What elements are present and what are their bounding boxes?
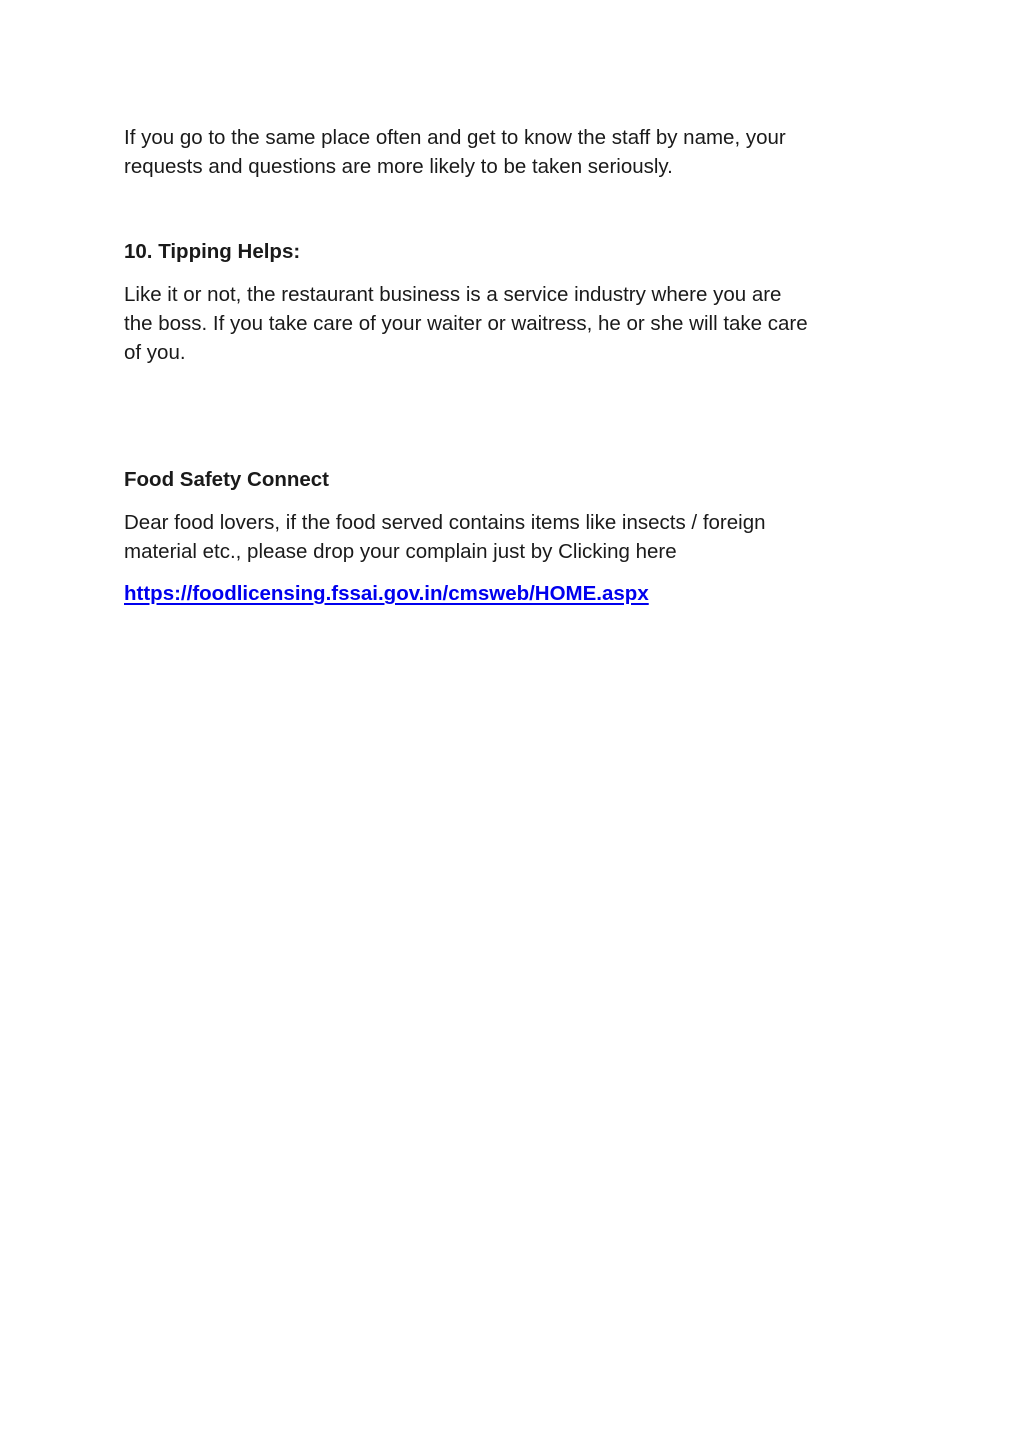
tipping-line-3: of you. — [124, 341, 186, 364]
food-safety-heading: Food Safety Connect — [124, 468, 330, 491]
complaint-link-paragraph — [124, 579, 914, 608]
tipping-line-2: the boss. If you take care of your waiter or waitress, he or she will take care — [124, 312, 808, 335]
intro-line-1: If you go to the same place often and get to know the staff by name, your — [124, 126, 786, 149]
tipping-line-1: Like it or not, the restaurant business is a service industry where you are — [124, 283, 782, 306]
food-safety-paragraph — [124, 508, 914, 566]
food-safety-line-2: material etc., please drop your complain just by Clicking here — [124, 540, 677, 563]
tipping-heading: 10. Tipping Helps: — [124, 240, 301, 263]
intro-paragraph — [124, 123, 914, 181]
tipping-paragraph — [124, 280, 914, 367]
complaint-link[interactable]: https://foodlicensing.fssai.gov.in/cmsweb/HOME.aspx — [124, 582, 649, 605]
food-safety-line-1: Dear food lovers, if the food served contains items like insects / foreign — [124, 511, 766, 534]
intro-line-2: requests and questions are more likely to be taken seriously. — [124, 155, 673, 178]
